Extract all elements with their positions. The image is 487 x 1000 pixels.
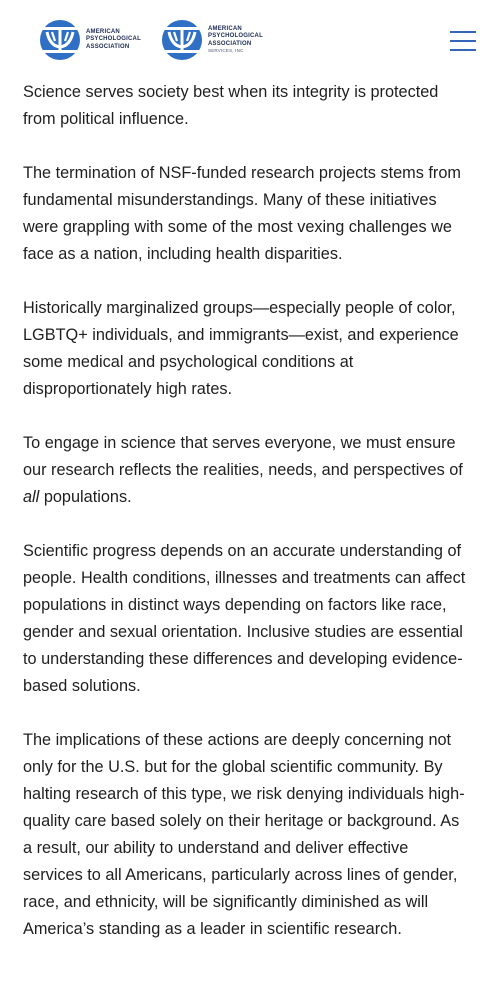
article-paragraph: The implications of these actions are deeply concerning not only for the U.S. but for the global scientific community. By halting research of this type, we risk denying individuals high-quality care based solely on their heritage or background. As a result, our ability to understand and deliver effective services to all Americans, particularly across lines of gender, race, and ethnicity, will be significantly diminished as will America’s standing as a leader in scientific research. xyxy=(23,731,465,938)
logo-line: AMERICAN xyxy=(208,25,242,32)
paragraph-text: To engage in science that serves everyone, we must ensure our research reflects the realities, needs, and perspectives of xyxy=(23,434,463,479)
article-paragraph: Science serves society best when its integrity is protected from political influence. xyxy=(23,83,439,128)
hamburger-menu-icon[interactable] xyxy=(450,27,478,53)
logo-line: PSYCHOLOGICAL xyxy=(208,33,263,40)
menu-bar xyxy=(450,31,476,33)
apa-services-logo-icon xyxy=(161,19,203,61)
logo-line: AMERICAN xyxy=(86,28,120,35)
menu-bar xyxy=(450,49,476,51)
article-paragraph: Historically marginalized groups—especially people of color, LGBTQ+ individuals, and immigrants—exist, and experience some medical and psychological conditions at disproportionately high rates. xyxy=(23,299,459,398)
article-paragraph: The termination of NSF-funded research projects stems from fundamental misunderstandings. Many of these initiatives were grappling with some of the most vexing challenges we face as a nation, including health disparities. xyxy=(23,164,461,263)
site-header xyxy=(0,0,487,78)
logo-subline: SERVICES, INC xyxy=(208,48,244,54)
apa-logo-icon xyxy=(39,19,81,61)
logo-line: ASSOCIATION xyxy=(208,40,252,47)
paragraph-text: populations. xyxy=(39,488,132,506)
apa-services-logo-link[interactable] xyxy=(161,19,263,61)
apa-services-logo-wordmark xyxy=(208,26,263,55)
article-paragraph xyxy=(23,430,471,511)
article-body xyxy=(23,79,471,970)
apa-logo-wordmark xyxy=(86,29,141,52)
menu-bar xyxy=(450,40,476,42)
apa-logo-link[interactable] xyxy=(39,19,141,61)
article-paragraph: Scientific progress depends on an accurate understanding of people. Health conditions, illnesses and treatments can affect populations in distinct ways depending on factors like race, gender and sexual orientation. Inclusive studies are essential to understanding these differences and developing evidence-based solutions. xyxy=(23,542,466,695)
emphasis-text: all xyxy=(23,488,40,506)
logo-line: PSYCHOLOGICAL xyxy=(86,36,141,43)
logo-line: ASSOCIATION xyxy=(86,43,130,50)
